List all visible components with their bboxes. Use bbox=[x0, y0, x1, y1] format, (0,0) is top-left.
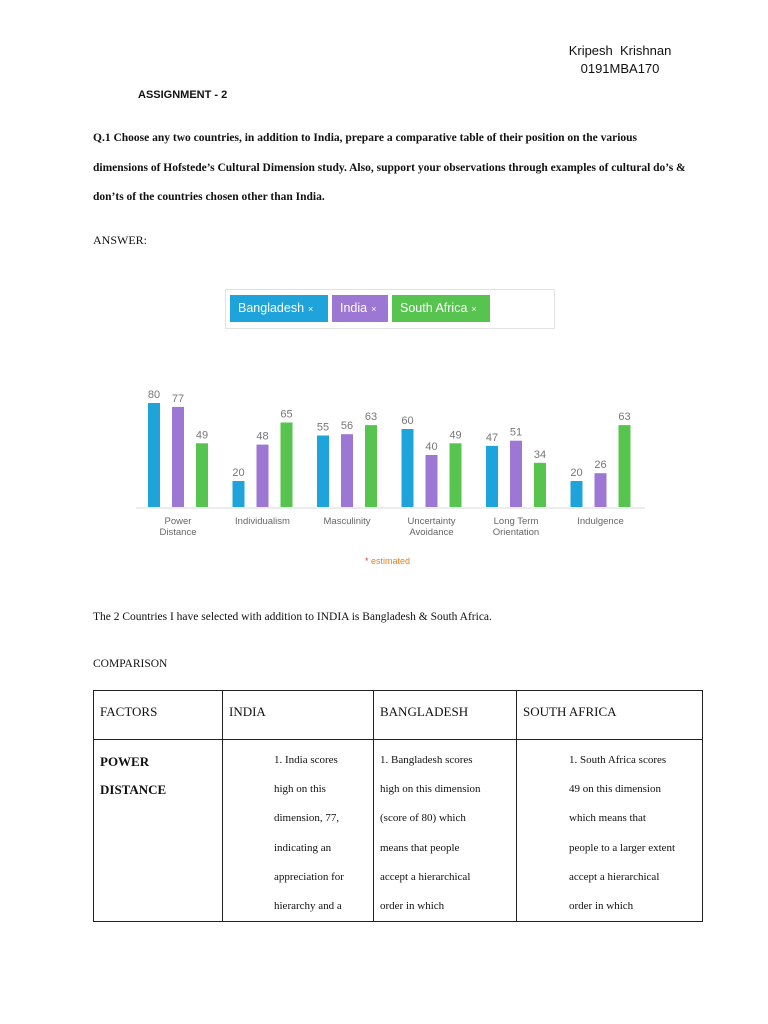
tag-bangladesh-label: Bangladesh bbox=[238, 301, 305, 315]
data-label: 56 bbox=[340, 420, 354, 433]
data-label: 51 bbox=[509, 426, 523, 439]
data-label: 26 bbox=[594, 459, 607, 472]
footnote-text: estimated bbox=[371, 556, 411, 566]
bar bbox=[233, 481, 245, 507]
bar bbox=[450, 443, 462, 507]
bar bbox=[148, 403, 160, 507]
bar bbox=[196, 443, 208, 507]
factor-cell: POWER DISTANCE bbox=[94, 740, 223, 922]
bar bbox=[365, 425, 377, 507]
tag-india-label: India bbox=[340, 301, 368, 315]
comparison-table bbox=[93, 690, 703, 922]
answer-label: ANSWER: bbox=[93, 233, 147, 247]
data-label: 77 bbox=[171, 392, 185, 405]
tag-bangladesh[interactable] bbox=[230, 295, 328, 322]
assignment-title: ASSIGNMENT - 2 bbox=[138, 89, 228, 101]
data-label: 34 bbox=[533, 448, 547, 461]
hofstede-bar-chart bbox=[130, 380, 650, 545]
table-header: SOUTH AFRICA bbox=[517, 691, 703, 740]
close-icon[interactable]: × bbox=[308, 304, 314, 314]
bangladesh-cell: 1. Bangladesh scores high on this dimension (score of 80) which means that people accept a hierarchical order in which bbox=[374, 740, 517, 922]
data-label: 20 bbox=[232, 467, 245, 479]
footnote-star: * bbox=[365, 556, 369, 566]
tag-india[interactable] bbox=[332, 295, 388, 322]
category-label: Avoidance bbox=[409, 527, 454, 538]
selection-paragraph: The 2 Countries I have selected with addition to INDIA is Bangladesh & South Africa. bbox=[93, 611, 492, 623]
category-label: Power bbox=[164, 516, 192, 527]
category-label: Indulgence bbox=[577, 516, 624, 527]
close-icon[interactable]: × bbox=[471, 304, 477, 314]
author-id: 0191MBA170 bbox=[580, 61, 660, 76]
bar bbox=[172, 407, 184, 507]
data-label: 49 bbox=[195, 429, 209, 442]
close-icon[interactable]: × bbox=[371, 304, 377, 314]
category-label: Uncertainty bbox=[407, 516, 456, 527]
data-label: 20 bbox=[570, 467, 583, 479]
data-label: 47 bbox=[485, 431, 499, 444]
comparison-label: COMPARISON bbox=[93, 658, 168, 670]
tag-south-africa-label: South Africa bbox=[400, 301, 468, 315]
bar bbox=[510, 441, 522, 507]
bar bbox=[257, 445, 269, 507]
category-label: Long Term bbox=[493, 516, 539, 527]
data-label: 63 bbox=[364, 411, 378, 424]
bar bbox=[534, 463, 546, 507]
author-block bbox=[540, 42, 700, 78]
bar bbox=[595, 473, 607, 507]
bar bbox=[341, 434, 353, 507]
south-africa-cell: 1. South Africa scores 49 on this dimension which means that people to a larger extent accept a hierarchical order in which bbox=[517, 740, 703, 922]
bar bbox=[571, 481, 583, 507]
category-label: Individualism bbox=[235, 516, 290, 527]
india-cell: 1. India scores high on this dimension, 77, indicating an appreciation for hierarchy and a bbox=[223, 740, 374, 922]
category-label: Masculinity bbox=[323, 516, 371, 527]
country-selector bbox=[225, 289, 555, 329]
category-label: Distance bbox=[159, 527, 197, 538]
bar bbox=[402, 429, 414, 507]
data-label: 55 bbox=[316, 421, 330, 434]
author-name: Kripesh Krishnan bbox=[568, 43, 672, 58]
data-label: 63 bbox=[618, 411, 631, 424]
bar bbox=[619, 425, 631, 507]
data-label: 48 bbox=[256, 430, 269, 443]
data-label: 40 bbox=[425, 441, 438, 453]
data-label: 80 bbox=[147, 389, 161, 401]
tag-south-africa[interactable] bbox=[392, 295, 490, 322]
data-label: 60 bbox=[401, 415, 414, 427]
table-header-row bbox=[94, 691, 703, 740]
table-header: FACTORS bbox=[94, 691, 223, 740]
data-label: 49 bbox=[449, 429, 462, 442]
category-label: Orientation bbox=[492, 527, 540, 538]
bar bbox=[426, 455, 438, 507]
bar bbox=[317, 436, 329, 508]
bar bbox=[486, 446, 498, 507]
table-row bbox=[94, 740, 703, 922]
table-header: BANGLADESH bbox=[374, 691, 517, 740]
data-label: 65 bbox=[280, 408, 293, 421]
bar bbox=[281, 423, 293, 508]
question-text: Q.1 Choose any two countries, in addition to India, prepare a comparative table of their position on the various dimensions of Hofstede’s Cultural Dimension study. Also, support your observations through examples of cultural do’s & don’ts of the countries chosen other than India. bbox=[93, 132, 686, 203]
estimated-footnote bbox=[365, 556, 410, 566]
table-header: INDIA bbox=[223, 691, 374, 740]
